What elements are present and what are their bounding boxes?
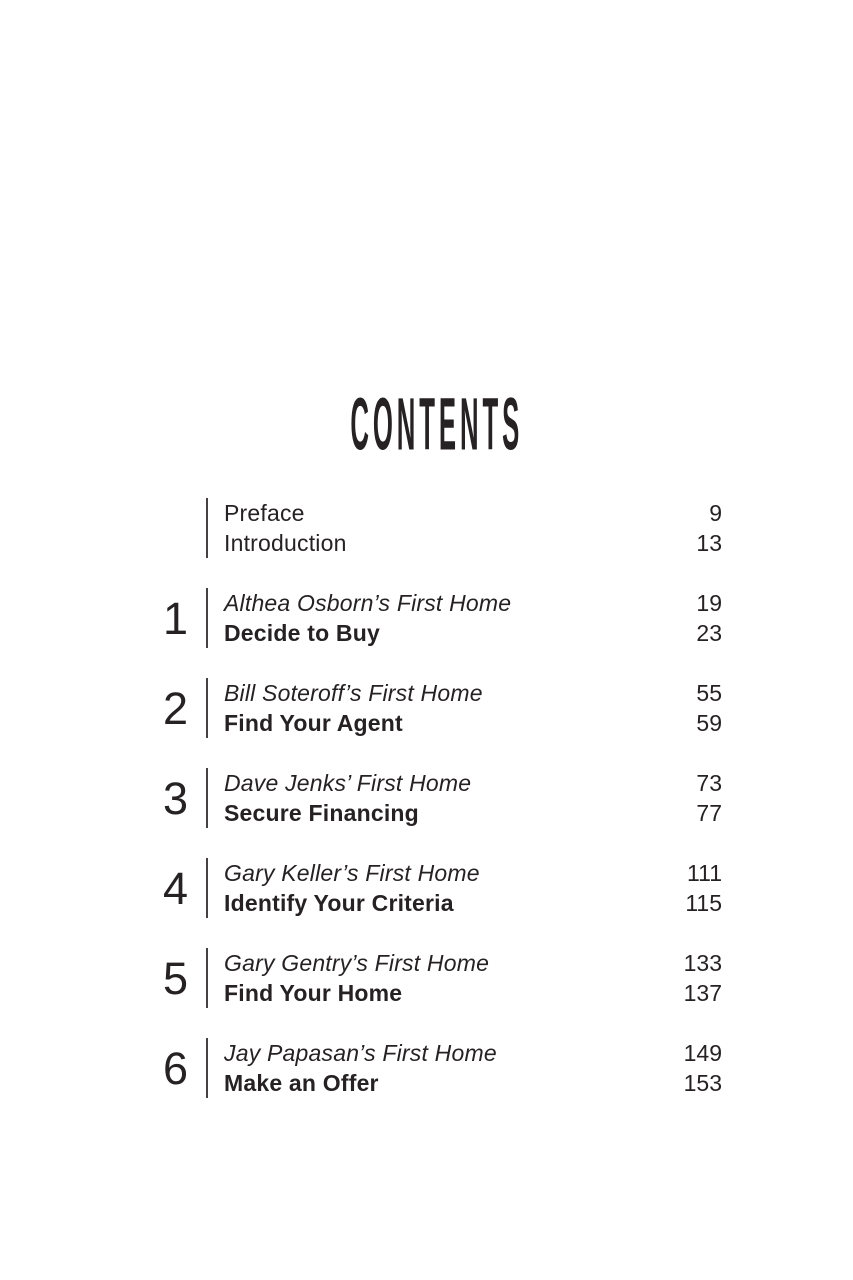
chapter-entries bbox=[208, 1038, 684, 1098]
page-number: 115 bbox=[685, 890, 722, 916]
chapter-number-spacer bbox=[140, 498, 188, 558]
story-title: Gary Gentry’s First Home bbox=[224, 950, 490, 976]
page-number: 77 bbox=[696, 800, 722, 826]
chapter-pages bbox=[684, 1038, 722, 1098]
chapter-entries bbox=[208, 678, 696, 738]
page-header bbox=[19, 382, 853, 466]
story-title: Bill Soteroff’s First Home bbox=[224, 680, 483, 706]
page-number: 111 bbox=[687, 860, 722, 886]
page-number: 133 bbox=[683, 950, 722, 976]
chapter-row bbox=[140, 678, 722, 738]
chapter-pages bbox=[696, 768, 722, 828]
chapter-row bbox=[140, 948, 722, 1008]
page-number: 149 bbox=[683, 1040, 722, 1066]
chapter-title: Find Your Home bbox=[224, 980, 403, 1006]
chapter-entries bbox=[208, 768, 696, 828]
chapter-entries bbox=[208, 948, 684, 1008]
chapter-row bbox=[140, 1038, 722, 1098]
story-title: Gary Keller’s First Home bbox=[224, 860, 480, 886]
table-of-contents bbox=[140, 498, 722, 1128]
page-title: CONTENTS bbox=[350, 382, 524, 466]
story-title: Althea Osborn’s First Home bbox=[224, 590, 512, 616]
front-matter-row bbox=[140, 498, 722, 558]
page-number: 19 bbox=[696, 590, 722, 616]
chapter-number: 1 bbox=[162, 593, 188, 644]
story-title: Jay Papasan’s First Home bbox=[224, 1040, 497, 1066]
chapter-number: 3 bbox=[162, 773, 188, 824]
chapter-entries bbox=[208, 588, 696, 648]
chapter-pages bbox=[696, 678, 722, 738]
front-matter-entries bbox=[208, 498, 696, 558]
page-number: 137 bbox=[683, 980, 722, 1006]
chapter-entries bbox=[208, 858, 685, 918]
chapter-pages bbox=[696, 588, 722, 648]
page-number: 73 bbox=[696, 770, 722, 796]
chapter-number: 2 bbox=[162, 683, 188, 734]
page-number: 23 bbox=[696, 620, 722, 646]
chapter-title: Find Your Agent bbox=[224, 710, 403, 736]
page-number: 59 bbox=[696, 710, 722, 736]
page-number: 9 bbox=[709, 500, 722, 526]
chapter-row bbox=[140, 858, 722, 918]
toc-entry-preface: Preface bbox=[224, 500, 305, 526]
story-title: Dave Jenks’ First Home bbox=[224, 770, 472, 796]
chapter-title: Identify Your Criteria bbox=[224, 890, 454, 916]
chapter-row bbox=[140, 588, 722, 648]
front-matter-pages bbox=[696, 498, 722, 558]
chapter-pages bbox=[684, 948, 722, 1008]
page-number: 153 bbox=[683, 1070, 722, 1096]
toc-entry-introduction: Introduction bbox=[224, 530, 347, 556]
chapter-number: 5 bbox=[162, 953, 188, 1004]
chapter-title: Secure Financing bbox=[224, 800, 419, 826]
chapter-title: Make an Offer bbox=[224, 1070, 379, 1096]
page-number: 55 bbox=[696, 680, 722, 706]
chapter-title: Decide to Buy bbox=[224, 620, 380, 646]
chapter-pages bbox=[685, 858, 722, 918]
chapter-number: 6 bbox=[162, 1043, 188, 1094]
chapter-row bbox=[140, 768, 722, 828]
page-number: 13 bbox=[696, 530, 722, 556]
chapter-number: 4 bbox=[162, 863, 188, 914]
